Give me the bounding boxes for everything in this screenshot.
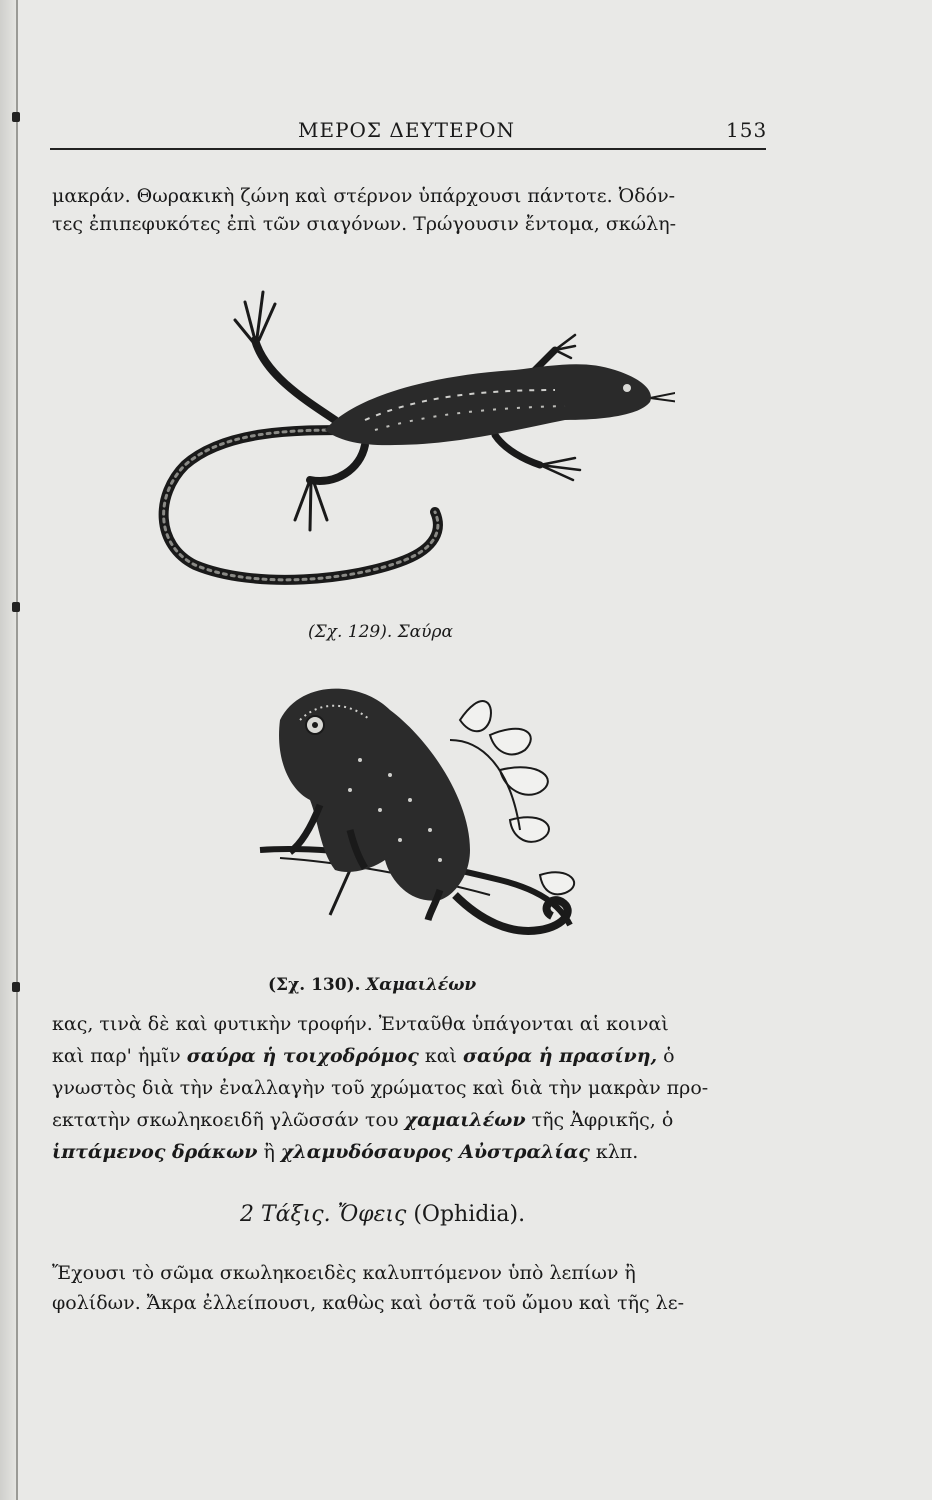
paragraph-bottom bbox=[52, 1258, 768, 1318]
book-page bbox=[40, 90, 900, 1470]
text-run: τῆς Ἀφρικῆς, ὁ bbox=[525, 1109, 674, 1131]
binding-mark bbox=[12, 112, 20, 122]
term-flying-dragon: ἱπτάμενος δράκων bbox=[52, 1141, 258, 1163]
section-latin-name: (Ophidia). bbox=[406, 1202, 526, 1227]
figure-130-number: (Σχ. 130). bbox=[268, 975, 361, 995]
term-green-lizard: σαύρα ἡ πρασίνη, bbox=[463, 1045, 658, 1067]
text-run: εκτατὴν σκωληκοειδῆ γλῶσσάν του bbox=[52, 1109, 405, 1131]
running-title: ΜΕΡΟΣ ΔΕΥΤΕΡΟΝ bbox=[298, 118, 515, 142]
text-line: γνωστὸς διὰ τὴν ἐναλλαγὴν τοῦ χρώματος καὶ διὰ τὴν μακρὰν προ- bbox=[52, 1077, 709, 1099]
term-wall-lizard: σαύρα ἡ τοιχοδρόμος bbox=[186, 1045, 419, 1067]
lizard-illustration bbox=[135, 280, 675, 610]
text-run: ἢ bbox=[257, 1141, 281, 1163]
text-line: τες ἐπιπεφυκότες ἐπὶ τῶν σιαγόνων. Τρώγουσιν ἔντομα, σκώλη- bbox=[52, 213, 677, 235]
figure-130-caption bbox=[268, 975, 476, 995]
paragraph-top bbox=[52, 182, 768, 238]
text-line: Ἔχουσι τὸ σῶμα σκωληκοειδὲς καλυπτόμενον ὑπὸ λεπίων ἢ bbox=[52, 1262, 636, 1284]
section-order-title: 2 Τάξις. Ὄφεις bbox=[240, 1202, 407, 1227]
text-line: φολίδων. Ἄκρα ἐλλείπουσι, καθὼς καὶ ὀστᾶ τοῦ ὤμου καὶ τῆς λε- bbox=[52, 1292, 684, 1314]
chameleon-illustration bbox=[240, 680, 620, 980]
text-line: μακράν. Θωρακικὴ ζώνη καὶ στέρνον ὑπάρχουσι πάντοτε. Ὀδόν- bbox=[52, 185, 676, 207]
text-line bbox=[52, 1136, 768, 1168]
binding-mark bbox=[12, 602, 20, 612]
figure-130-name: Χαμαιλέων bbox=[365, 975, 477, 995]
text-line bbox=[52, 1040, 768, 1072]
section-heading bbox=[240, 1202, 525, 1227]
text-line bbox=[52, 1104, 768, 1136]
binding-mark bbox=[12, 982, 20, 992]
book-spine-edge bbox=[0, 0, 18, 1500]
term-chameleon: χαμαιλέων bbox=[404, 1109, 526, 1131]
figure-129-caption: (Σχ. 129). Σαύρα bbox=[308, 622, 453, 642]
header-rule bbox=[50, 148, 766, 150]
paragraph-middle bbox=[52, 1008, 768, 1168]
text-line: κας, τινὰ δὲ καὶ φυτικὴν τροφήν. Ἐνταῦθα ὑπάγονται αἱ κοιναὶ bbox=[52, 1013, 669, 1035]
text-run: καὶ bbox=[418, 1045, 464, 1067]
text-run: καὶ παρ' ἡμῖν bbox=[52, 1045, 187, 1067]
text-run: κλπ. bbox=[589, 1141, 639, 1163]
term-frilled-lizard: χλαμυδόσαυρος Αὐστραλίας bbox=[280, 1141, 590, 1163]
page-number: 153 bbox=[726, 118, 768, 142]
text-run: ὁ bbox=[657, 1045, 675, 1067]
